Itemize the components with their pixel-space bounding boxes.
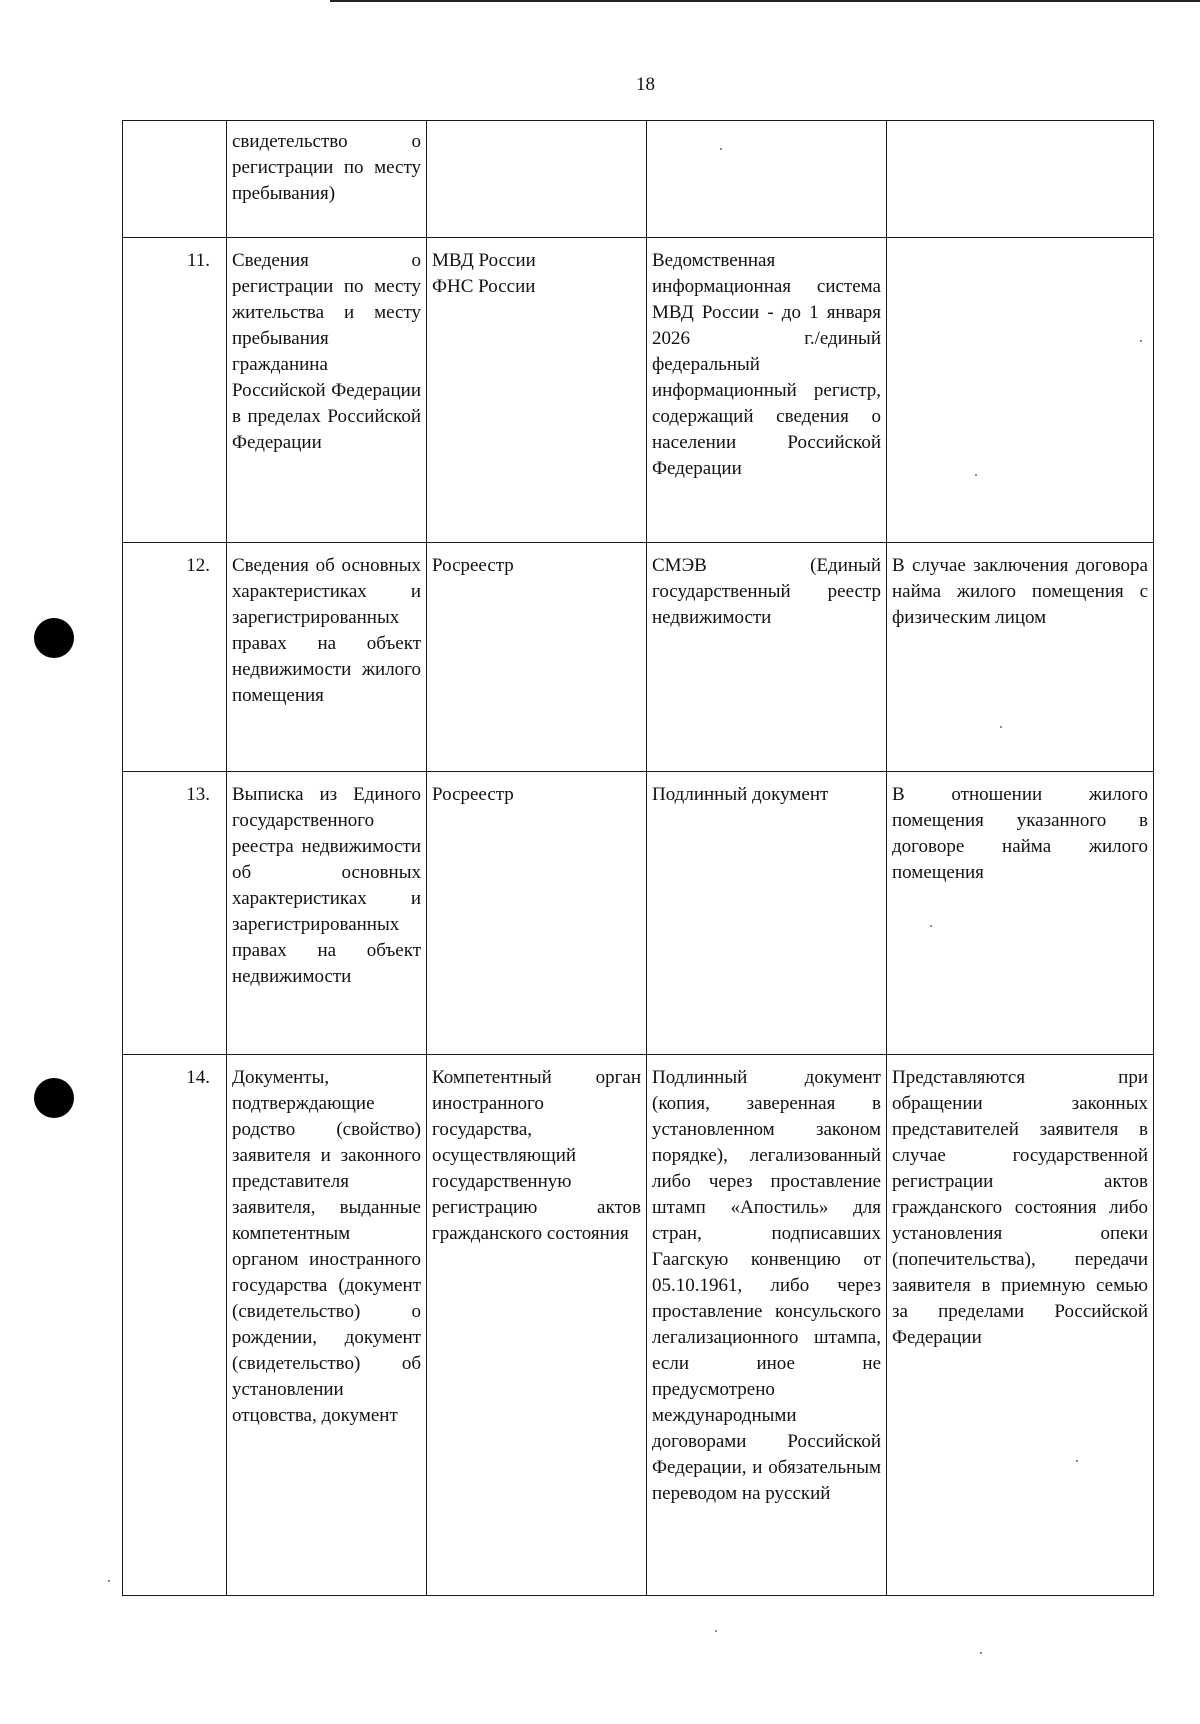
authority-cell: Росреестр xyxy=(427,543,647,772)
source-cell: СМЭВ (Единый государственный реестр недвижимости xyxy=(647,543,887,772)
table-row xyxy=(123,121,1154,238)
table-row xyxy=(123,543,1154,772)
document-name-cell: свидетельство о регистрации по месту пребывания) xyxy=(227,121,427,238)
row-number: 13. xyxy=(123,772,227,1055)
scan-speck xyxy=(108,1580,110,1582)
documents-table xyxy=(122,120,1154,1596)
row-number: 12. xyxy=(123,543,227,772)
scan-speck xyxy=(715,1630,717,1632)
page-number: 18 xyxy=(636,74,655,95)
binder-punch-hole-lower xyxy=(34,1078,74,1118)
notes-cell: В случае заключения договора найма жилого помещения с физическим лицом xyxy=(887,543,1154,772)
source-cell xyxy=(647,121,887,238)
row-number: 14. xyxy=(123,1055,227,1596)
source-cell: Ведомственная информационная система МВД России - до 1 января 2026 г./единый федеральный информационный регистр, содержащий сведения о населении Российской Федерации xyxy=(647,238,887,543)
notes-cell: В отношении жилого помещения указанного в договоре найма жилого помещения xyxy=(887,772,1154,1055)
top-edge-rule xyxy=(330,0,1200,2)
document-name-cell: Сведения об основных характеристиках и зарегистрированных правах на объект недвижимости жилого помещения xyxy=(227,543,427,772)
scan-speck xyxy=(1076,1460,1078,1462)
scan-speck xyxy=(980,1652,982,1654)
scan-speck xyxy=(930,925,932,927)
notes-cell xyxy=(887,121,1154,238)
table-row xyxy=(123,238,1154,543)
document-name-cell: Выписка из Единого государственного реестра недвижимости об основных характеристиках и зарегистрированных правах на объект недвижимости xyxy=(227,772,427,1055)
source-cell: Подлинный документ xyxy=(647,772,887,1055)
scan-speck xyxy=(975,474,977,476)
scan-speck xyxy=(1000,726,1002,728)
authority-cell: Компетентный орган иностранного государства, осуществляющий государственную регистрацию актов гражданского состояния xyxy=(427,1055,647,1596)
table-row xyxy=(123,1055,1154,1596)
scan-speck xyxy=(720,148,722,150)
authority-cell xyxy=(427,121,647,238)
table-row xyxy=(123,772,1154,1055)
binder-punch-hole-upper xyxy=(34,618,74,658)
source-cell: Подлинный документ (копия, заверенная в установленном законом порядке), легализованный либо через проставление штамп «Апостиль» для стран, подписавших Гаагскую конвенцию от 05.10.1961, либо через проставление консульского легализационного штампа, если иное не предусмотрено международными договорами Российской Федерации, и обязательным переводом на русский xyxy=(647,1055,887,1596)
document-name-cell: Сведения о регистрации по месту жительства и месту пребывания гражданина Российской Федерации в пределах Российской Федерации xyxy=(227,238,427,543)
row-number: 11. xyxy=(123,238,227,543)
authority-cell: МВД России ФНС России xyxy=(427,238,647,543)
row-number xyxy=(123,121,227,238)
authority-cell: Росреестр xyxy=(427,772,647,1055)
notes-cell xyxy=(887,238,1154,543)
notes-cell: Представляются при обращении законных представителей заявителя в случае государственной регистрации актов гражданского состояния либо установления опеки (попечительства), передачи заявителя в приемную семью за пределами Российской Федерации xyxy=(887,1055,1154,1596)
document-name-cell: Документы, подтверждающие родство (свойство) заявителя и законного представителя заявителя, выданные компетентным органом иностранного государства (документ (свидетельство) о рождении, документ (свидетельство) об установлении отцовства, документ xyxy=(227,1055,427,1596)
scan-speck xyxy=(1140,340,1142,342)
